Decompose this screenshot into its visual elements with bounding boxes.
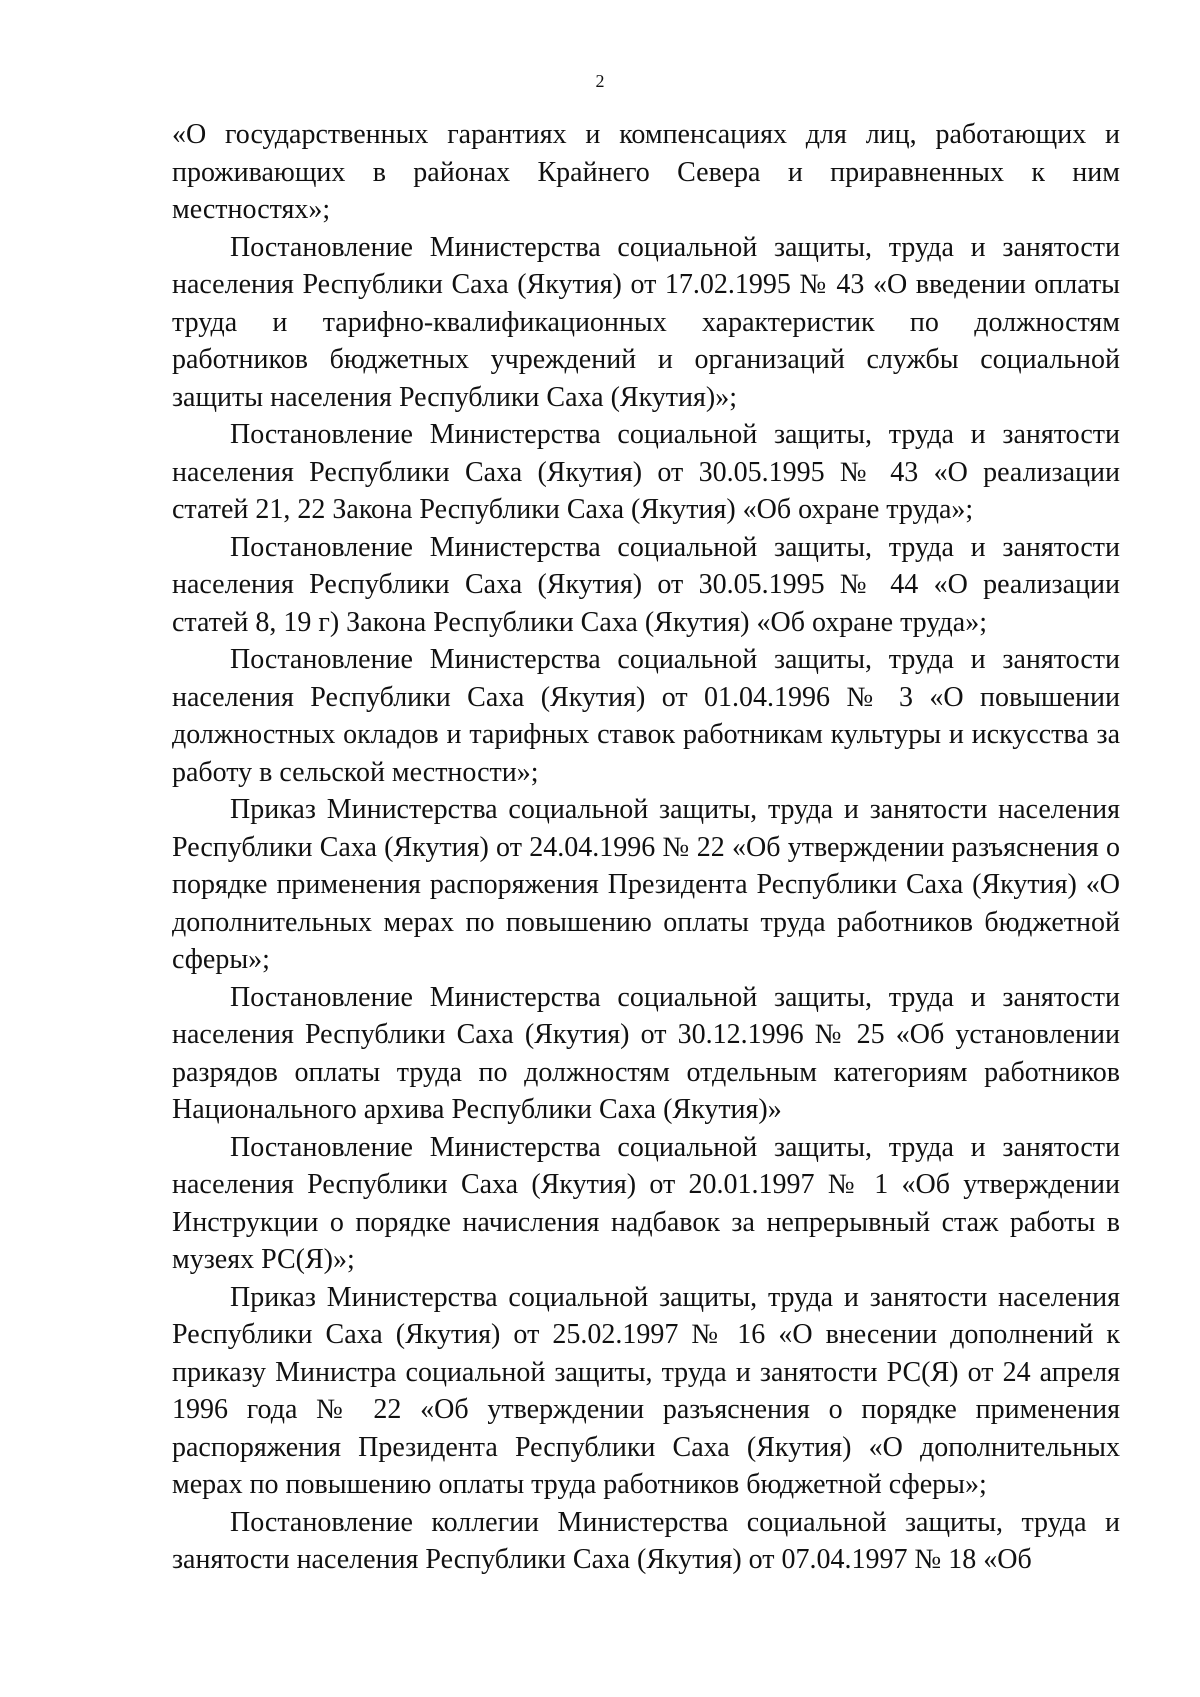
paragraph-continuation: «О государственных гарантиях и компенсациях для лиц, работающих и проживающих в районах Крайнего Севера и приравненных к ним местностях»; xyxy=(172,119,1120,225)
paragraph-resolution: Постановление Министерства социальной защиты, труда и занятости населения Республики Саха (Якутия) от 30.05.1995 № 44 «О реализации статей 8, 19 г) Закона Республики Саха (Якутия) «Об охране труда»; xyxy=(172,531,1120,638)
paragraph-resolution: Постановление Министерства социальной защиты, труда и занятости населения Республики Саха (Якутия) от 30.12.1996 № 25 «Об установлении разрядов оплаты труда по должностям отдельным категориям работников Национального архива Республики Саха (Якутия)» xyxy=(172,981,1120,1125)
paragraph-resolution: Постановление Министерства социальной защиты, труда и занятости населения Республики Саха (Якутия) от 17.02.1995 № 43 «О введении оплаты труда и тарифно-квалификационных характеристик по должностям работников бюджетных учреждений и организаций службы социальной защиты населения Республики Саха (Якутия)»; xyxy=(172,231,1120,413)
paragraph-resolution: Постановление Министерства социальной защиты, труда и занятости населения Республики Саха (Якутия) от 30.05.1995 № 43 «О реализации статей 21, 22 Закона Республики Саха (Якутия) «Об охране труда»; xyxy=(172,419,1120,525)
paragraph-resolution: Постановление Министерства социальной защиты, труда и занятости населения Республики Саха (Якутия) от 01.04.1996 № 3 «О повышении должностных окладов и тарифных ставок работникам культуры и искусства за работу в сельской местности»; xyxy=(172,644,1120,788)
paragraph-resolution: Постановление Министерства социальной защиты, труда и занятости населения Республики Саха (Якутия) от 20.01.1997 № 1 «Об утверждении Инструкции о порядке начисления надбавок за непрерывный стаж работы в музеях РС(Я)»; xyxy=(172,1131,1120,1275)
paragraph-order: Приказ Министерства социальной защиты, труда и занятости населения Республики Саха (Якутия) от 24.04.1996 № 22 «Об утверждении разъяснения о порядке применения распоряжения Президента Республики Саха (Якутия) «О дополнительных мерах по повышению оплаты труда работников бюджетной сферы»; xyxy=(172,794,1120,975)
paragraph-resolution: Постановление коллегии Министерства социальной защиты, труда и занятости населения Республики Саха (Якутия) от 07.04.1997 № 18 «Об xyxy=(172,1506,1120,1575)
paragraph-order: Приказ Министерства социальной защиты, труда и занятости населения Республики Саха (Якутия) от 25.02.1997 № 16 «О внесении дополнений к приказу Министра социальной защиты, труда и занятости РС(Я) от 24 апреля 1996 года № 22 «Об утверждении разъяснения о порядке применения распоряжения Президента Республики Саха (Якутия) «О дополнительных мерах по повышению оплаты труда работников бюджетной сферы»; xyxy=(172,1281,1120,1500)
page-number: 2 xyxy=(595,71,605,91)
document-body xyxy=(172,116,1120,1579)
